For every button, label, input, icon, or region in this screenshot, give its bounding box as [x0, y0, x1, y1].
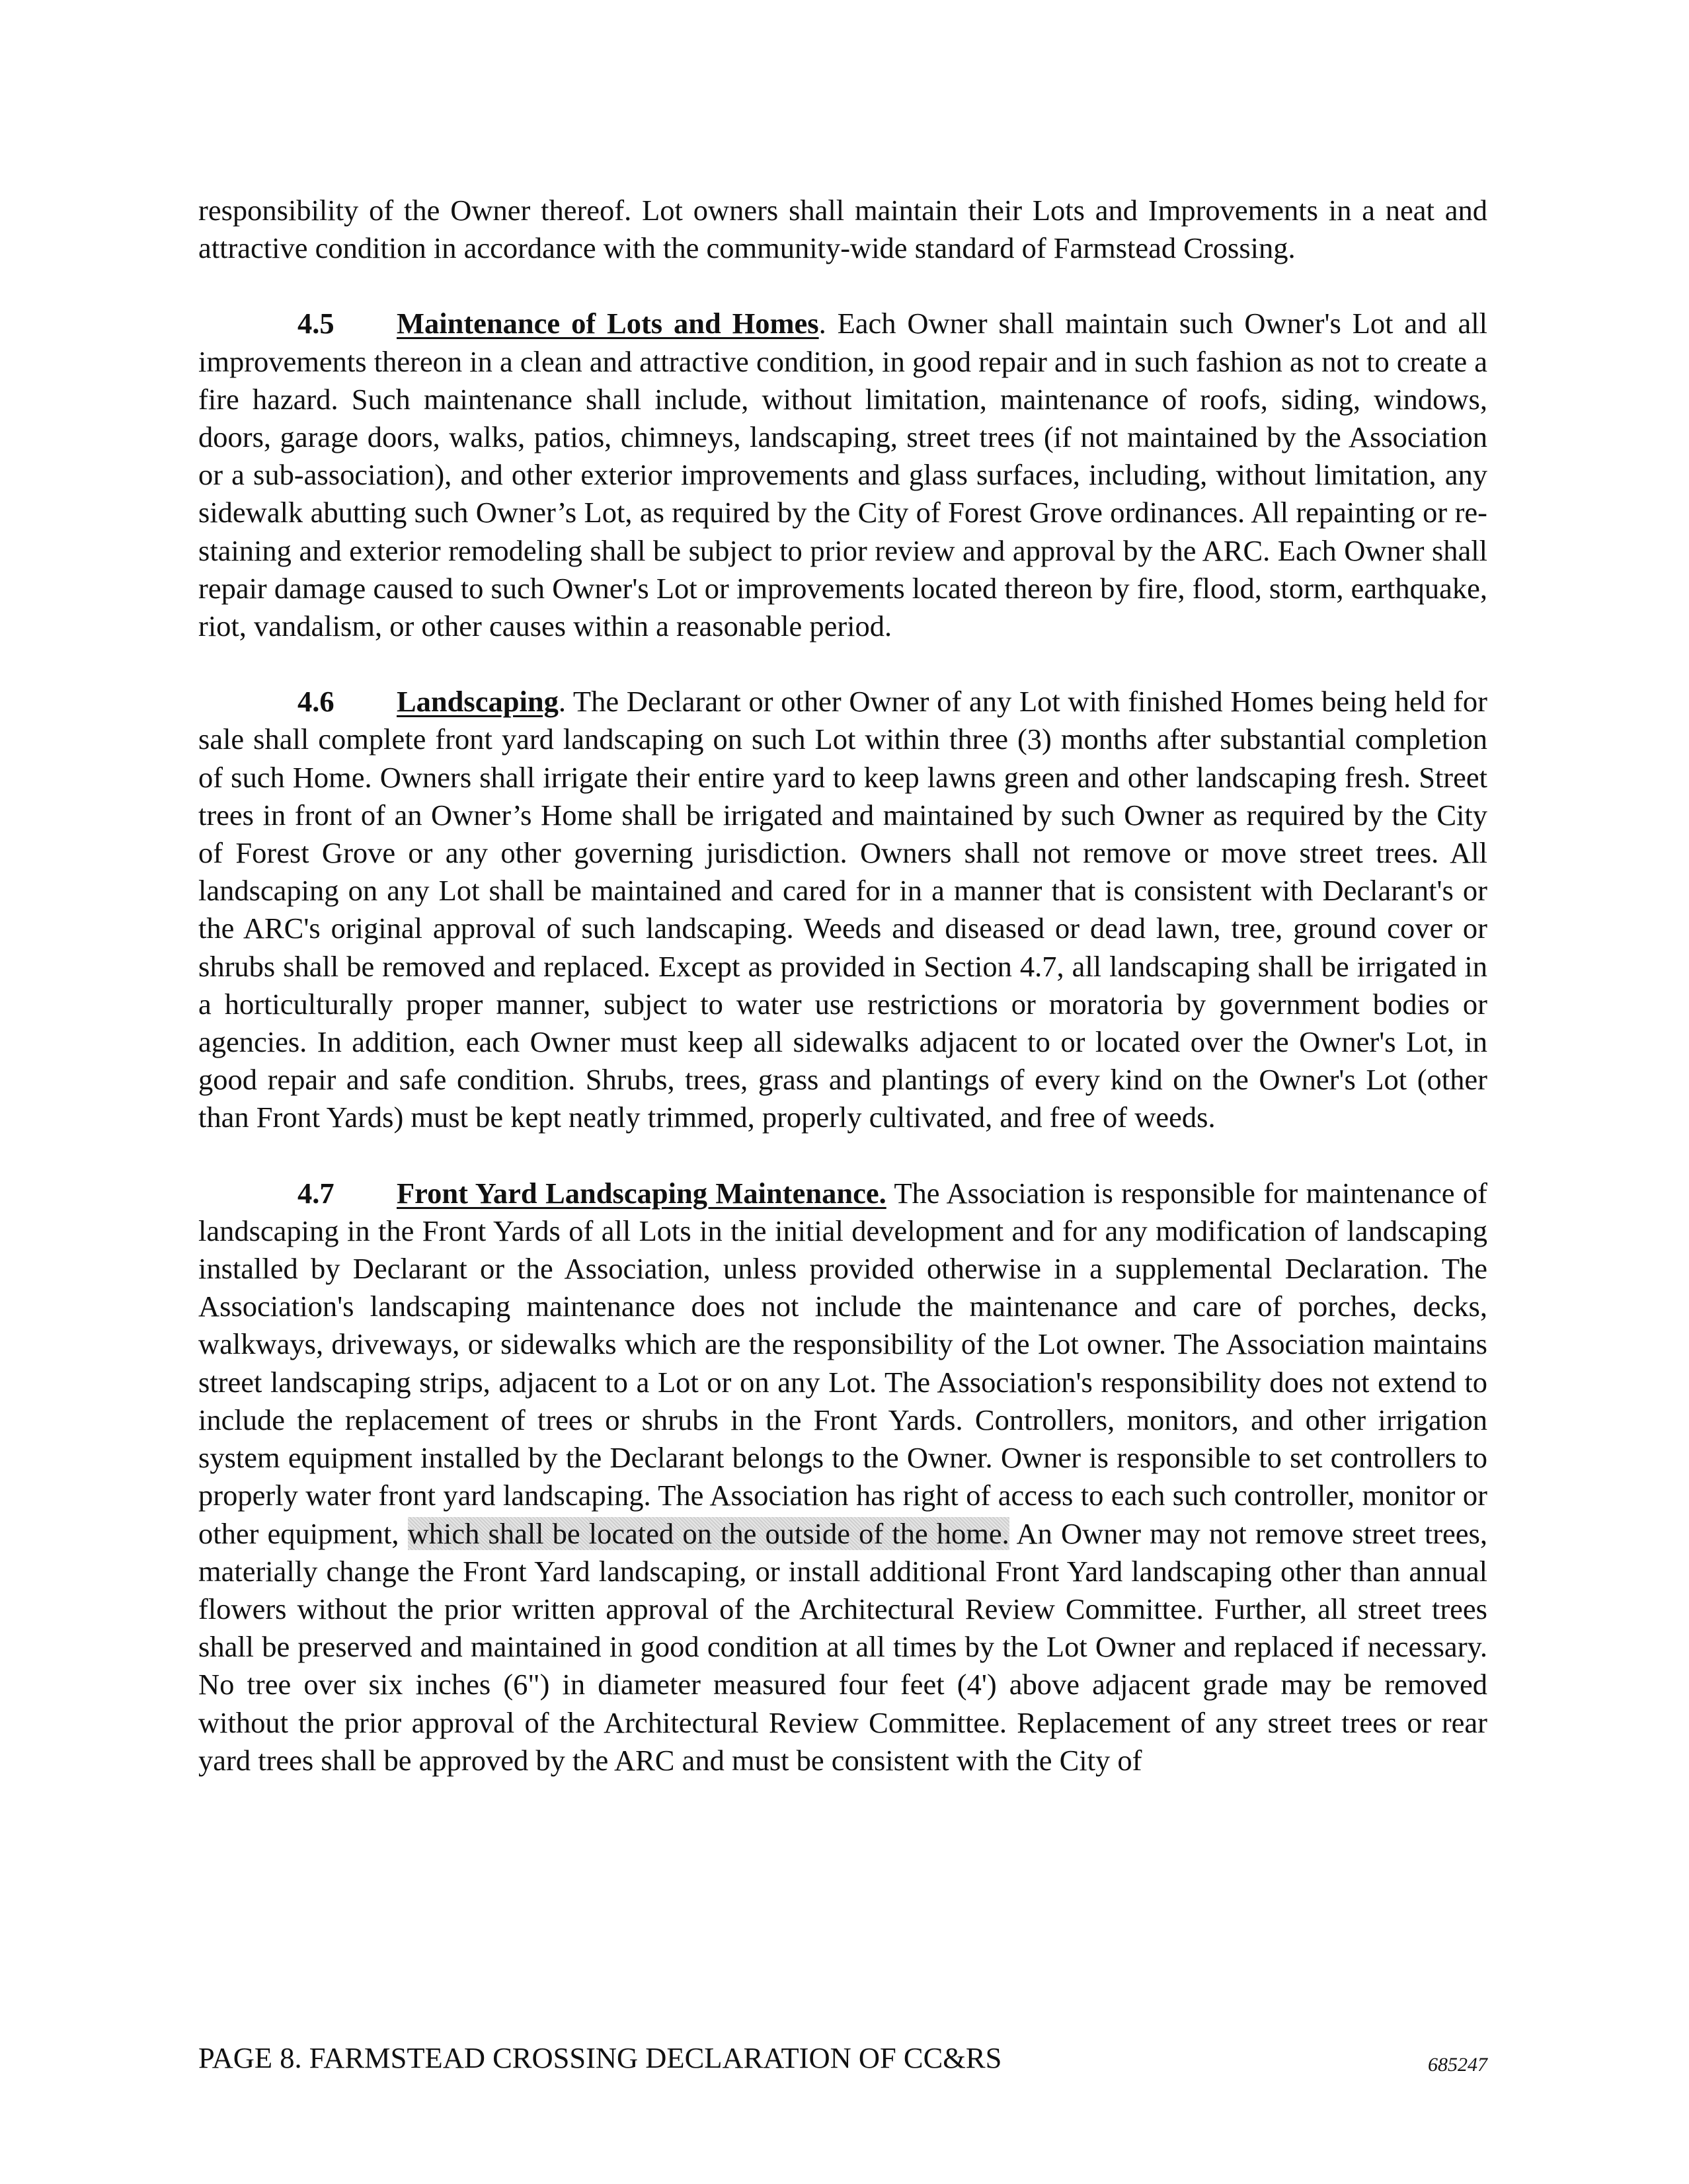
- section-body: The Association is responsible for maintenance of landscaping in the Front Yards of all Lots in the initial development and for any modification of landscaping installed by Declarant or the Association, unless provided otherwise in a supplemental Declaration. The Association's landscaping maintenance does not include the maintenance and care of porches, decks, walkways, driveways, or sidewalks which are the responsibility of the Lot owner. The Association maintains street landscaping strips, adjacent to a Lot or on any Lot. The Association's responsibility does not extend to include the replacement of trees or shrubs in the Front Yards. Controllers, monitors, and other irrigation system equipment installed by the Declarant belongs to the Owner. Owner is responsible to set controllers to properly water front yard landscaping. The Association has right of access to each such controller, monitor or other equipment,: [198, 1176, 1487, 1550]
- section-title: Landscaping: [397, 685, 559, 719]
- section-4-5: [198, 305, 1487, 645]
- section-title-punct: .: [818, 307, 826, 340]
- section-number: 4.5: [297, 307, 334, 340]
- highlighted-text: which shall be located on the outside of the home.: [407, 1516, 1009, 1550]
- section-body-continued: An Owner may not remove street trees, materially change the Front Yard landscaping, or install additional Front Yard landscaping other than annual flowers without the prior written approval of the Architectural Review Committee. Further, all street trees shall be preserved and maintained in good condition at all times by the Lot Owner and replaced if necessary. No tree over six inches (6") in diameter measured four feet (4') above adjacent grade may be removed without the prior approval of the Architectural Review Committee. Replacement of any street trees or rear yard trees shall be approved by the ARC and must be consistent with the City of: [198, 1516, 1488, 1777]
- section-body: The Declarant or other Owner of any Lot with finished Homes being held for sale shall complete front yard landscaping on such Lot within three (3) months after substantial completion of such Home. Owners shall irrigate their entire yard to keep lawns green and other landscaping fresh. Street trees in front of an Owner’s Home shall be irrigated and maintained by such Owner as required by the City of Forest Grove or any other governing jurisdiction. Owners shall not remove or move street trees. All landscaping on any Lot shall be maintained and cared for in a manner that is consistent with Declarant's or the ARC's original approval of such landscaping. Weeds and diseased or dead lawn, tree, ground cover or shrubs shall be removed and replaced. Except as provided in Section 4.7, all landscaping shall be irrigated in a horticulturally proper manner, subject to water use restrictions or moratoria by government bodies or agencies. In addition, each Owner must keep all sidewalks adjacent to or located over the Owner's Lot, in good repair and safe condition. Shrubs, trees, grass and plantings of every kind on the Owner's Lot (other than Front Yards) must be kept neatly trimmed, properly cultivated, and free of weeds.: [198, 685, 1487, 1134]
- section-4-6: [198, 683, 1487, 1136]
- section-number: 4.6: [297, 685, 334, 719]
- section-title: Front Yard Landscaping Maintenance.: [397, 1176, 886, 1210]
- section-number: 4.7: [297, 1176, 334, 1210]
- document-page: [198, 192, 1487, 1779]
- section-4-7: [198, 1175, 1487, 1779]
- section-body: Each Owner shall maintain such Owner's Lot and all improvements thereon in a clean and attractive condition, in good repair and in such fashion as not to create a fire hazard. Such maintenance shall include, without limitation, maintenance of roofs, siding, windows, doors, garage doors, walks, patios, chimneys, landscaping, street trees (if not maintained by the Association or a sub-association), and other exterior improvements and glass surfaces, including, without limitation, any sidewalk abutting such Owner’s Lot, as required by the City of Forest Grove ordinances. All repainting or re-staining and exterior remodeling shall be subject to prior review and approval by the ARC. Each Owner shall repair damage caused to such Owner's Lot or improvements located thereon by fire, flood, storm, earthquake, riot, vandalism, or other causes within a reasonable period.: [198, 307, 1487, 643]
- section-title: Maintenance of Lots and Homes: [397, 307, 819, 340]
- footer-page-label: PAGE 8. FARMSTEAD CROSSING DECLARATION OF CC&RS: [198, 2041, 1002, 2074]
- footer-doc-number: 685247: [1428, 2054, 1487, 2076]
- intro-paragraph: responsibility of the Owner thereof. Lot owners shall maintain their Lots and Improvements in a neat and attractive condition in accordance with the community-wide standard of Farmstead Crossing.: [198, 194, 1487, 265]
- section-title-punct: .: [558, 685, 566, 719]
